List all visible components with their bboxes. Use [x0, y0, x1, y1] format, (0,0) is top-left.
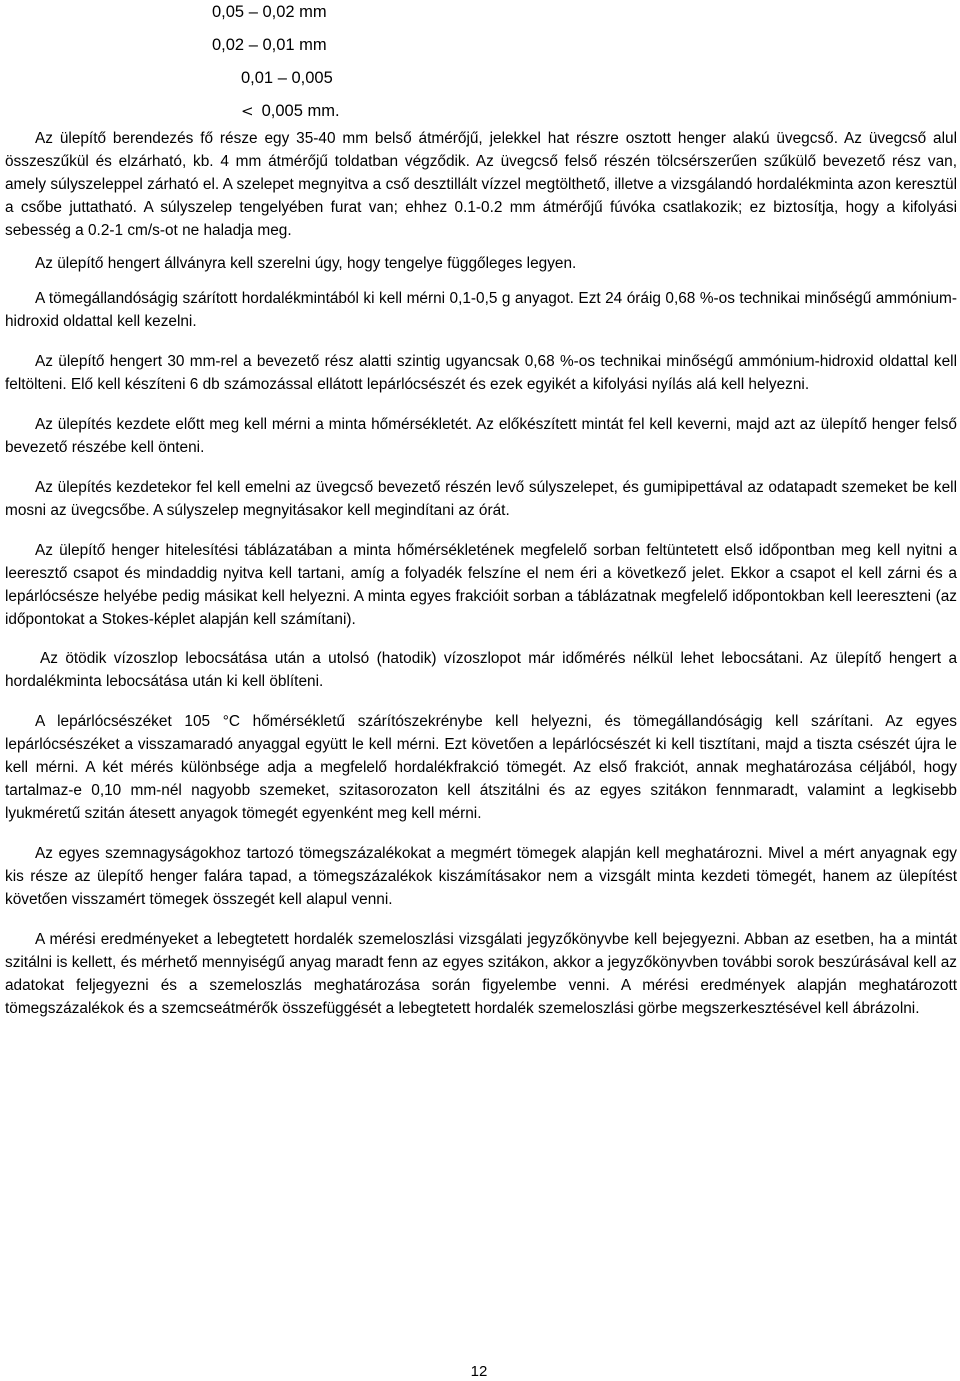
paragraph-11: A mérési eredményeket a lebegtetett hordalék szemeloszlási vizsgálati jegyzőkönyvbe kell bejegyezni. Abban az esetben, ha a mintát szitálni is kellett, és mérhető mennyiségű anyag maradt fenn az egyes szitákon, akkor a jegyzőkönyvben további sorok beszúrásával kell az adatokat feljegyezni és a szemeloszlás meghatározása során figyelembe venni. A mérési eredmények alapján meghatározott tömegszázalékok és a szemcseátmérők összefüggését a lebegtetett hordalék szemeloszlási görbe megszerkesztésével kell ábrázolni.: [5, 931, 957, 1017]
paragraph-5: Az ülepítés kezdete előtt meg kell mérni a minta hőmérsékletét. Az előkészített mintát fel kell keverni, majd azt az ülepítő henger felső bevezető részébe kell önteni.: [5, 416, 957, 456]
page-number-value: 12: [470, 1363, 488, 1380]
size-range-4-value: 0,005 mm.: [261, 102, 340, 120]
paragraph-3: A tömegállandóságig szárított hordalékmintából ki kell mérni 0,1-0,5 g anyagot. Ezt 24 óráig 0,68 %-os technikai minőségű ammónium-hidroxid oldattal kell kezelni.: [5, 290, 957, 330]
less-than-symbol: <: [241, 102, 254, 120]
size-range-3: 0,01 – 0,005: [241, 69, 333, 87]
size-range-2: 0,02 – 0,01 mm: [212, 36, 327, 54]
paragraph-7: Az ülepítő henger hitelesítési táblázatában a minta hőmérsékletének megfelelő sorban feltüntetett első időpontban meg kell nyitni a leeresztő csapot és mindaddig nyitva kell tartani, amíg a folyadék felszíne el nem éri a következő jelet. Ekkor a csapot el kell zárni és a lepárlócsésze helyébe pedig másikat kell helyezni. A minta egyes frakcióit sorban a táblázatnak megfelelő időpontokban kell leereszteni (az időpontokat a Stokes-képlet alapján kell számítani).: [5, 542, 957, 628]
document-body: [5, 127, 957, 1020]
paragraph-10: Az egyes szemnagyságokhoz tartozó tömegszázalékokat a megmért tömegek alapján kell meghatározni. Mivel a mért anyagnak egy kis része az ülepítő henger falára tapad, a tömegszázalékok kiszámításakor nem a vizsgált minta kezdeti tömegét, hanem az ülepítést követően visszamért tömegek összegét kell alapul venni.: [5, 845, 957, 908]
size-range-4: [241, 101, 340, 121]
paragraph-1: Az ülepítő berendezés fő része egy 35-40 mm belső átmérőjű, jelekkel hat részre osztott henger alakú üvegcső. Az üvegcső alul összeszűkül és elzárható, kb. 4 mm átmérőjű toldatban végződik. Az üvegcső felső részén tölcsérszerűen szűkülő bevezető rész van, amely súlyszeleppel zárható el. A szelepet megnyitva a cső desztillált vízzel megtölthető, illetve a vizsgálandó hordalékminta azon keresztül a csőbe juttatható. A súlyszelep tengelyében furat van; ehhez 0.1-0.2 mm átmérőjű fúvóka csatlakozik; ez biztosítja, hogy a kifolyási sebesség a 0.2-1 cm/s-ot ne haladja meg.: [5, 130, 957, 239]
paragraph-8: Az ötödik vízoszlop lebocsátása után a utolsó (hatodik) vízoszlopot már időmérés nélkül lehet lebocsátani. Az ülepítő hengert a hordalékminta lebocsátása után ki kell öblíteni.: [5, 650, 957, 690]
paragraph-9: A lepárlócsészéket 105 °C hőmérsékletű szárítószekrénybe kell helyezni, és tömegállandóságig kell szárítani. Az egyes lepárlócsészéket a visszamaradó anyaggal együtt le kell mérni. Ezt követően a lepárlócsészét ki kell tisztítani, majd a tiszta csészét újra le kell mérni. A két mérés különbsége adja a megfelelő hordalékfrakció tömegét. Az első frakciót, annak meghatározása céljából, hogy tartalmaz-e 0,10 mm-nél nagyobb szemeket, szitasorozaton kell átszitálni és az egyes szitákon fennmaradt, valamint a legkisebb lyukméretű szitán átesett anyagok tömegét egyenként meg kell mérni.: [5, 713, 957, 822]
page-number: [0, 1363, 960, 1381]
size-range-1: 0,05 – 0,02 mm: [212, 3, 327, 21]
paragraph-4: Az ülepítő hengert 30 mm-rel a bevezető rész alatti szintig ugyancsak 0,68 %-os technikai minőségű ammónium-hidroxid oldattal kell feltölteni. Elő kell készíteni 6 db számozással ellátott lepárlócsészét és ezek egyikét a kifolyási nyílás alá kell helyezni.: [5, 353, 957, 393]
paragraph-6: Az ülepítés kezdetekor fel kell emelni az üvegcső bevezető részén levő súlyszelepet, és gumipipettával az odatapadt szemeket be kell mosni az üvegcsőbe. A súlyszelep megnyitásakor kell megindítani az órát.: [5, 479, 957, 519]
paragraph-2: Az ülepítő hengert állványra kell szerelni úgy, hogy tengelye függőleges legyen.: [35, 255, 577, 272]
